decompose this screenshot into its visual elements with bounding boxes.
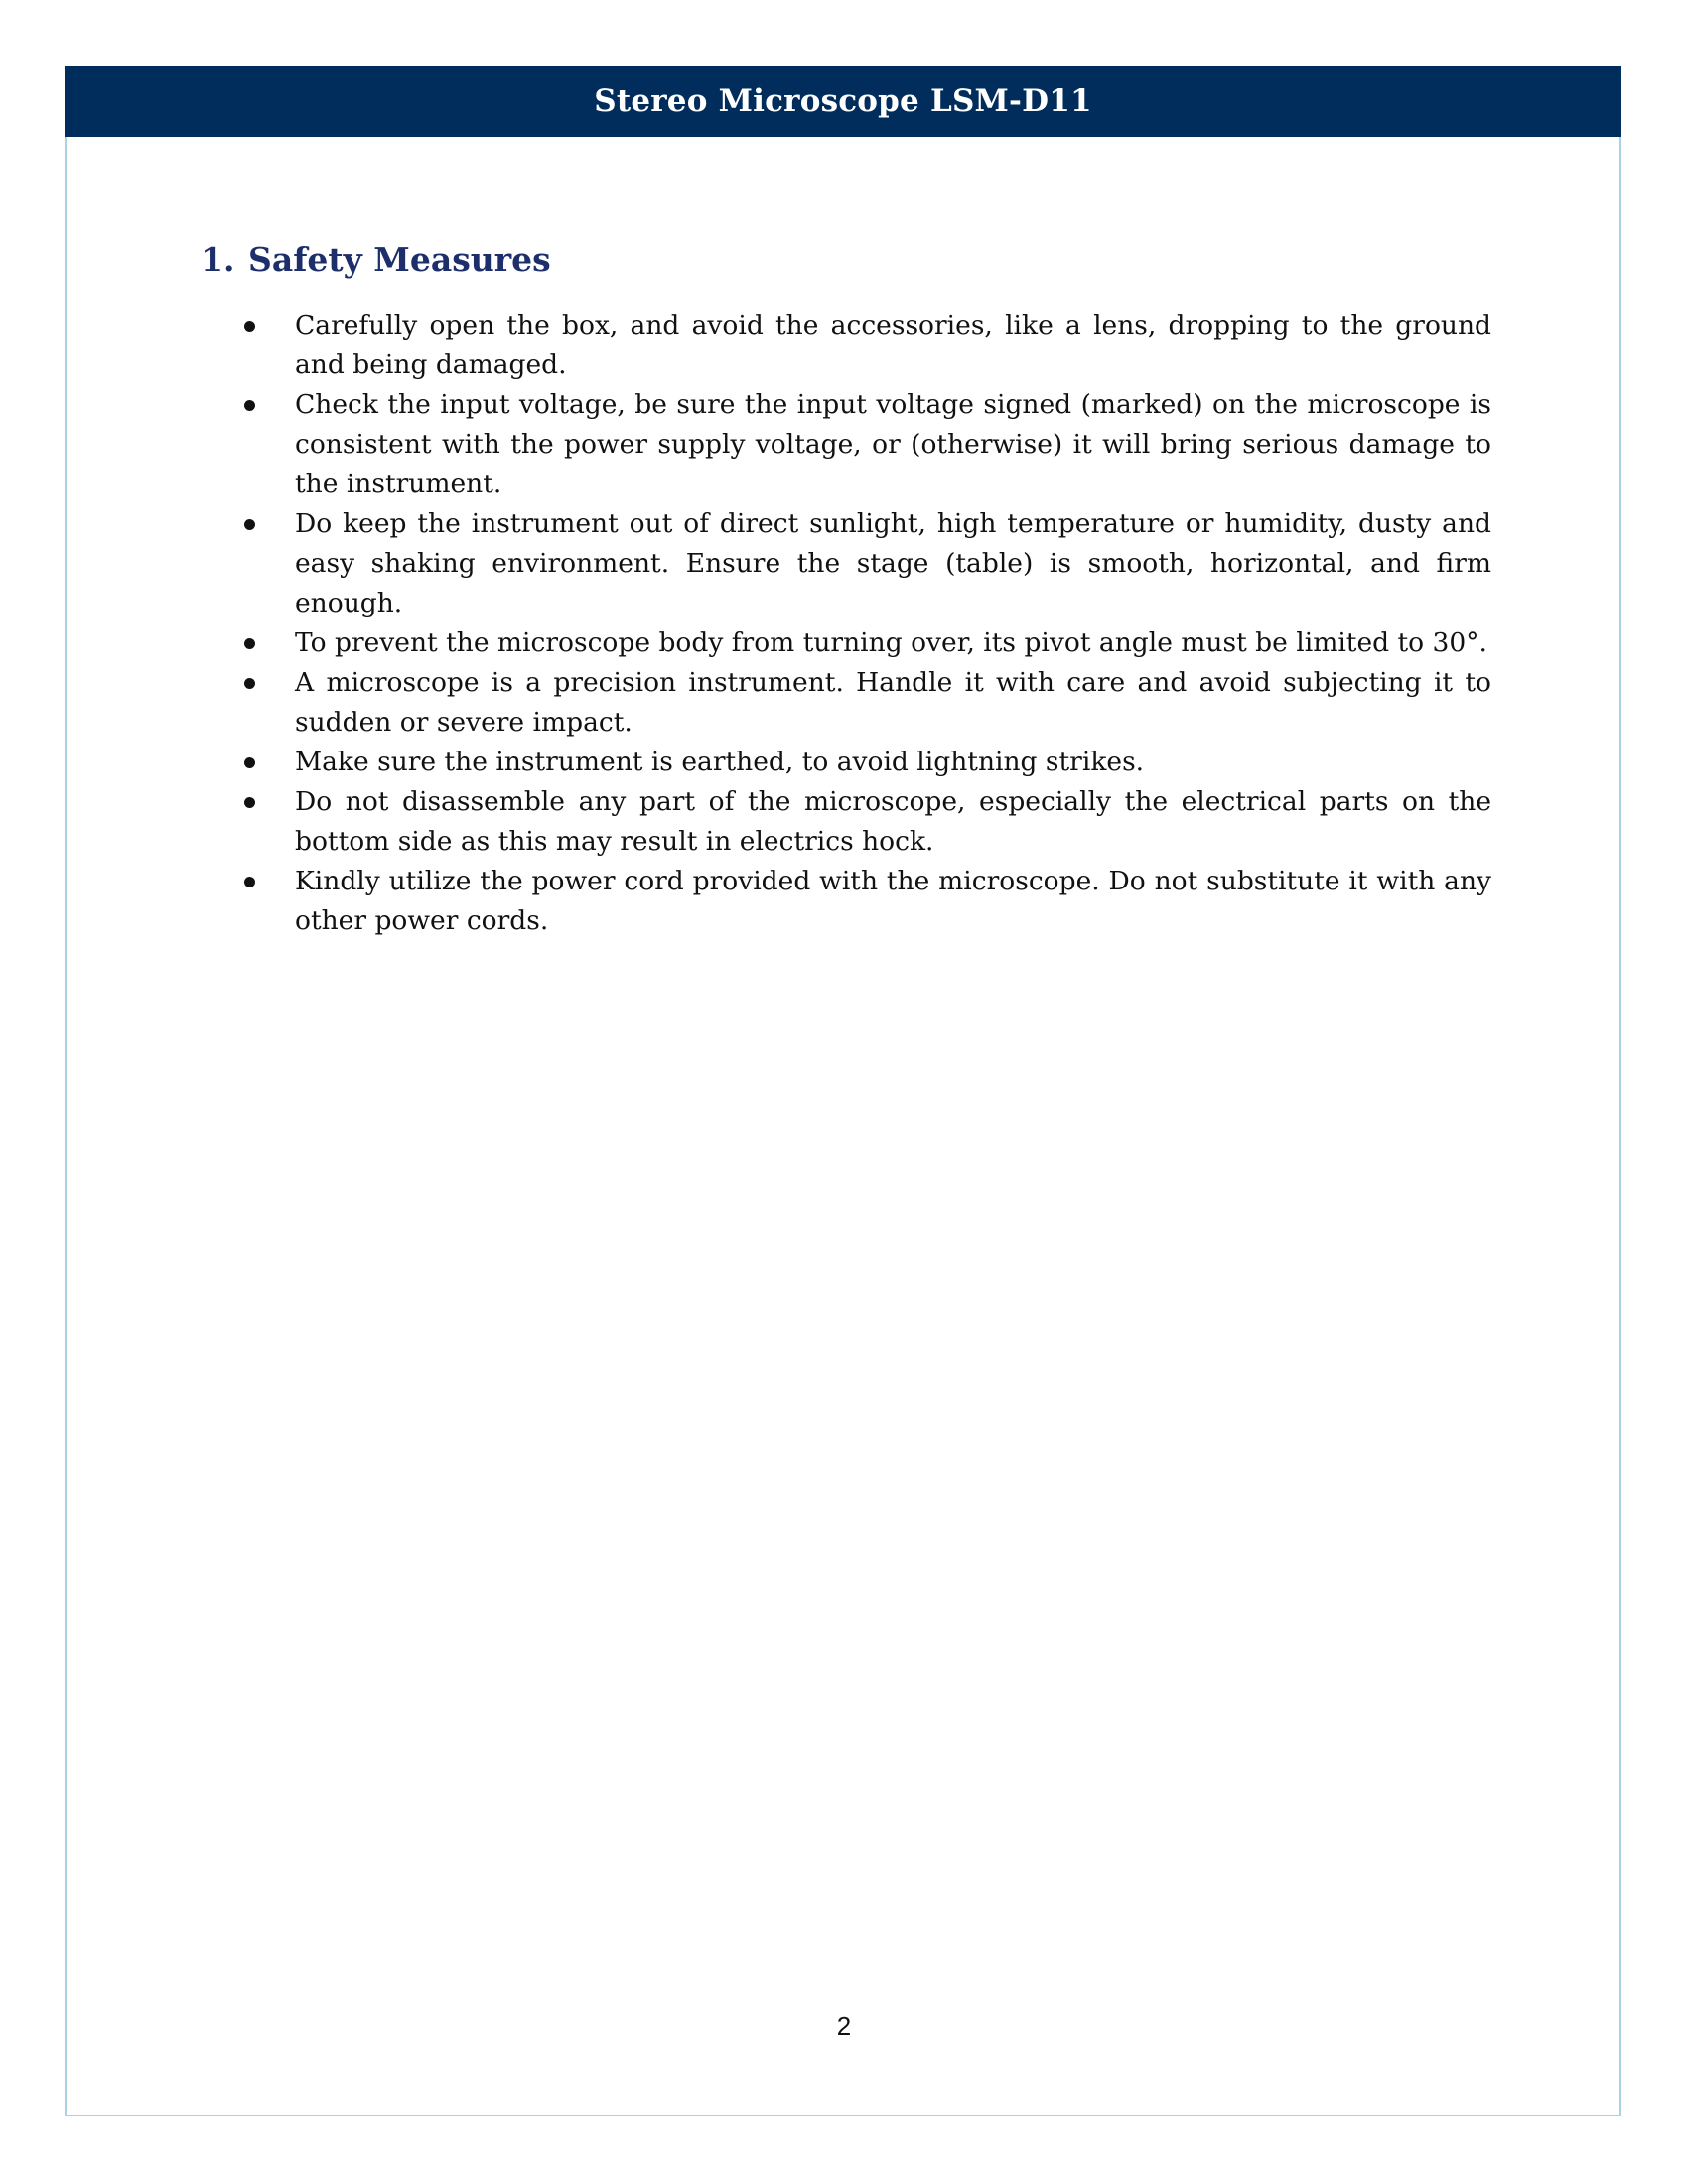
list-item-text: Kindly utilize the power cord provided with the microscope. Do not substitute it with any other power cords. [295, 866, 1491, 936]
bullet-icon [201, 663, 295, 743]
list-item-text: To prevent the microscope body from turning over, its pivot angle must be limited to 30°. [295, 627, 1487, 658]
list-item [201, 385, 1491, 504]
section-title: Safety Measures [248, 240, 551, 279]
list-item-text: Carefully open the box, and avoid the accessories, like a lens, dropping to the ground and being damaged. [295, 310, 1491, 380]
list-item-text: A microscope is a precision instrument. Handle it with care and avoid subjecting it to sudden or severe impact. [295, 667, 1491, 738]
list-item-text: Do keep the instrument out of direct sunlight, high temperature or humidity, dusty and easy shaking environment. Ensure the stage (table) is smooth, horizontal, and firm enough. [295, 508, 1491, 618]
list-item-text: Make sure the instrument is earthed, to avoid lightning strikes. [295, 747, 1145, 777]
header-bar [65, 66, 1621, 137]
document-title: Stereo Microscope LSM-D11 [594, 83, 1092, 119]
list-item-text: Do not disassemble any part of the microscope, especially the electrical parts on the bottom side as this may result in electrics hock. [295, 786, 1491, 857]
section-heading [201, 234, 1491, 286]
list-item [201, 862, 1491, 941]
safety-measures-section [201, 234, 1491, 941]
list-item [201, 623, 1491, 663]
bullet-icon [201, 782, 295, 862]
list-item-text: Check the input voltage, be sure the input voltage signed (marked) on the microscope is consistent with the power supply voltage, or (otherwise) it will bring serious damage to the instrument. [295, 389, 1491, 499]
list-item [201, 306, 1491, 385]
list-item [201, 504, 1491, 623]
list-item [201, 663, 1491, 743]
section-number: 1. [201, 240, 235, 279]
bullet-icon [201, 385, 295, 504]
page-number: 2 [836, 2011, 852, 2041]
list-item [201, 782, 1491, 862]
bullet-icon [201, 862, 295, 941]
bullet-icon [201, 743, 295, 782]
list-item [201, 743, 1491, 782]
bullet-icon [201, 623, 295, 663]
bullet-icon [201, 306, 295, 385]
safety-list [201, 306, 1491, 941]
bullet-icon [201, 504, 295, 623]
